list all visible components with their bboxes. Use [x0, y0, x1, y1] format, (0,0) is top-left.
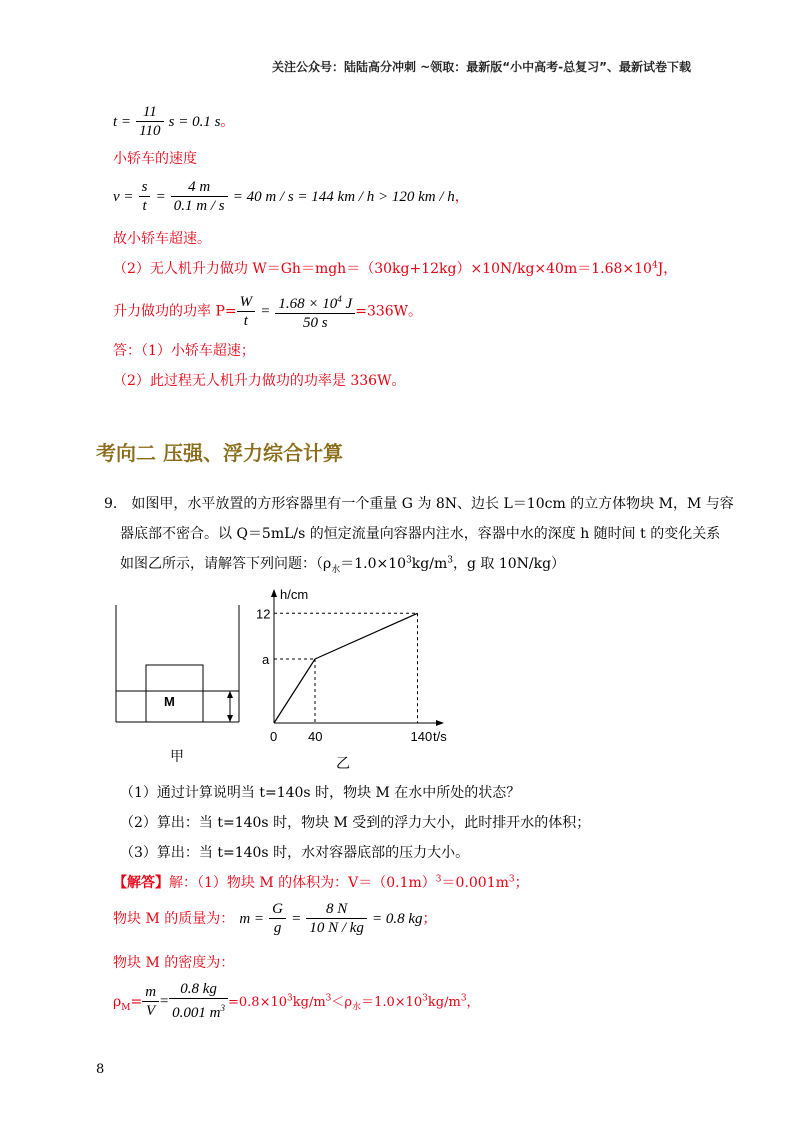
- figure-yi-caption: 乙: [336, 755, 350, 770]
- figure-depth-time-chart: [250, 585, 460, 770]
- problem-9-line-3: 如图乙所示，请解答下列问题：（$\rho_水=1.0\times 10^3kg/m^3$，g 取 10N/kg）: [120, 555, 566, 575]
- fraction-power-values: $\frac{1.68 \times 10^4 J}{50 s}$: [275, 290, 355, 332]
- density-label: 物块 M 的密度为：: [113, 955, 235, 971]
- x-axis-arrow: [436, 720, 444, 726]
- depth-arrow-head-up: [227, 691, 233, 698]
- equation-mass: 物块 M 的质量为： m = $\frac{G}{g}$ = $\frac{8 N}{10 N / kg}$ = 0.8 kg；: [113, 901, 437, 936]
- question-1: （1）通过计算说明当 t=140s 时，物块 M 在水中所处的状态？: [120, 785, 521, 801]
- page-header: 关注公众号：陆陆高分冲刺 ~领取：最新版“小中高考-总复习”、最新试卷下载: [272, 60, 691, 74]
- x-tick-label-40: 40: [308, 729, 323, 744]
- section-heading: 考向二 压强、浮力综合计算: [96, 441, 343, 465]
- series-segment-2: [315, 613, 418, 659]
- equation-power: 升力做功的功率 P= $\frac{W}{t}$ = $\frac{1.68 \times 10^4 J}{50 s}$ =336W。: [113, 290, 422, 332]
- solution-9-line-1: 【解答】解：（1）物块 M 的体积为：$V=(0.1m)^3=0.001m^3$；: [113, 874, 529, 891]
- answer-1: 答：（1）小轿车超速；: [113, 343, 255, 359]
- fraction-time: $\frac{11}{110}$: [136, 103, 163, 140]
- conclusion-speeding: 故小轿车超速。: [113, 231, 211, 247]
- work-line: （2）无人机升力做功 $W=Gh=mgh=(30kg+12kg)\times 10N/kg\times 40m=1.68\times 10^4J$，: [113, 260, 678, 277]
- fraction-s-over-t: $\frac{s}{t}$: [139, 178, 151, 215]
- origin-label: 0: [270, 729, 278, 744]
- y-axis-label: h/cm: [280, 587, 309, 602]
- fraction-mass-values: $\frac{8 N}{10 N / kg}$: [306, 900, 367, 937]
- fraction-speed-values: $\frac{4 m}{0.1 m / s}$: [171, 178, 228, 215]
- fraction-g-over-g: $\frac{G}{g}$: [269, 900, 286, 937]
- x-tick-label-140: 140: [410, 729, 433, 744]
- car-speed-label: 小轿车的速度: [113, 151, 197, 167]
- y-tick-label-a: a: [262, 652, 270, 667]
- equation-density: $\rho_M=$ $\frac{m}{V}$ = $\frac{0.8 kg}{0.001 m^3}$ $=0.8\times 10^3kg/m^3<\rho_水=1.0\times 10^3kg/m^3$，: [113, 981, 480, 1021]
- problem-9-line-2: 器底部不密合。以 Q＝5mL/s 的恒定流量向容器内注水，容器中水的深度 h 随时间 t 的变化关系: [120, 526, 721, 542]
- equation-speed: v = $\frac{s}{t}$ = $\frac{4 m}{0.1 m / s}$ = 40 m / s = 144 km / h > 120 km / h，: [113, 179, 469, 214]
- question-3: （3）算出：当 t=140s 时，水对容器底部的压力大小。: [120, 845, 470, 861]
- page-number: 8: [96, 1062, 105, 1077]
- depth-arrow-head-down: [227, 715, 233, 722]
- answer-label: 【解答】: [113, 875, 169, 891]
- fraction-w-over-t: $\frac{W}{t}$: [237, 293, 256, 330]
- problem-9-line-1: 9． 如图甲，水平放置的方形容器里有一个重量 G 为 8N、边长 L＝10cm 的立方体物块 M，M 与容: [104, 496, 734, 512]
- equation-time: t = $\frac{11}{110}$ s = 0.1 s。: [113, 104, 235, 139]
- x-axis-label: t/s: [433, 729, 447, 744]
- figure-container-diagram: [110, 605, 250, 765]
- block-m-label: M: [164, 694, 175, 709]
- series-segment-1: [274, 659, 315, 723]
- y-tick-label-12: 12: [256, 606, 271, 622]
- fraction-m-over-v: $\frac{m}{V}$: [142, 983, 159, 1020]
- answer-2: （2）此过程无人机升力做功的功率是 336W。: [113, 373, 406, 389]
- figure-jia-caption: 甲: [170, 748, 184, 764]
- question-2: （2）算出：当 t=140s 时，物块 M 受到的浮力大小，此时排开水的体积；: [120, 815, 591, 831]
- y-axis-arrow: [271, 589, 277, 597]
- fraction-density-values: $\frac{0.8 kg}{0.001 m^3}$: [169, 980, 228, 1022]
